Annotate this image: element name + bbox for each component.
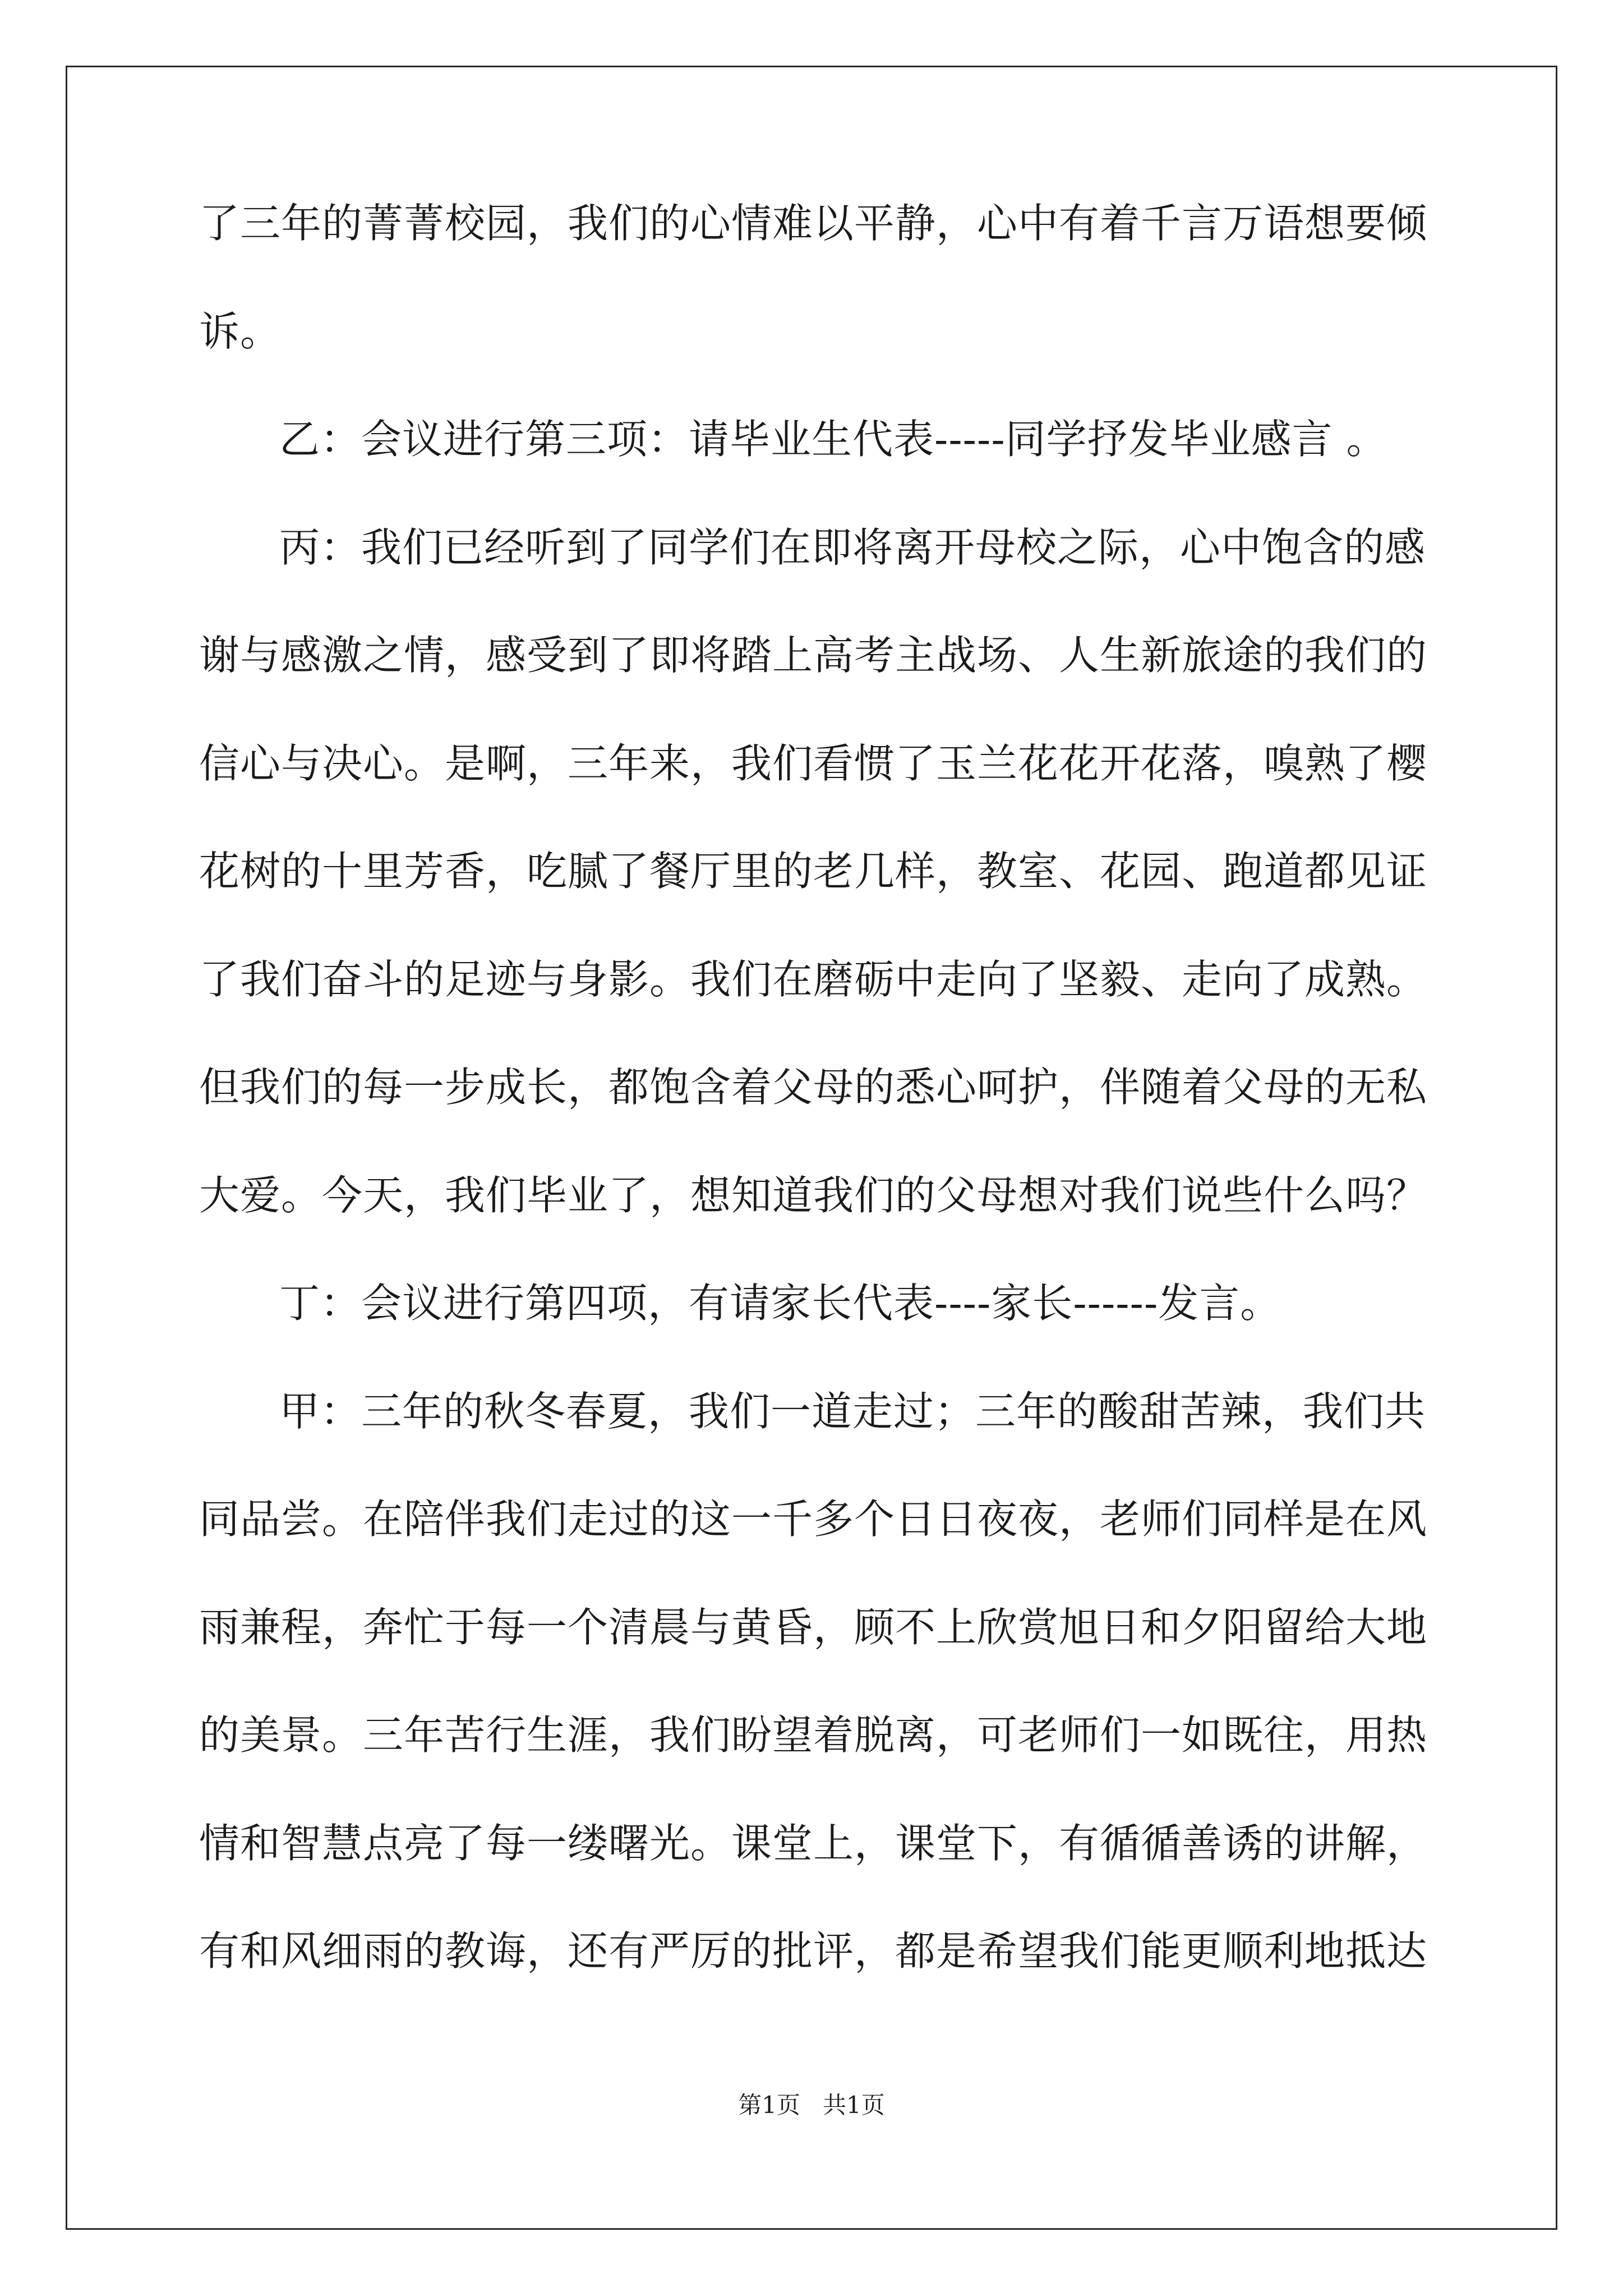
text-line-10: 大爱。今天，我们毕业了，想知道我们的父母想对我们说些什么吗？ (199, 1171, 1428, 1219)
text-line-16: 情和智慧点亮了每一缕曙光。课堂上，课堂下，有循循善诱的讲解， (199, 1819, 1428, 1867)
text-line-7: 花树的十里芳香，吃腻了餐厅里的老几样，教室、花园、跑道都见证 (199, 848, 1428, 895)
text-line-14: 雨兼程，奔忙于每一个清晨与黄昏，顾不上欣赏旭日和夕阳留给大地 (199, 1603, 1428, 1651)
text-line-6: 信心与决心。是啊，三年来，我们看惯了玉兰花花开花落，嗅熟了樱 (199, 739, 1428, 787)
document-body (199, 195, 1433, 2031)
text-line-13: 同品尝。在陪伴我们走过的这一千多个日日夜夜，老师们同样是在风 (199, 1496, 1428, 1543)
text-line-9: 但我们的每一步成长，都饱含着父母的悉心呵护，伴随着父母的无私 (199, 1064, 1428, 1111)
text-line-5: 谢与感激之情，感受到了即将踏上高考主战场、人生新旅途的我们的 (199, 632, 1428, 679)
text-line-1: 了三年的菁菁校园，我们的心情难以平静，心中有着千言万语想要倾 (199, 200, 1428, 247)
text-line-3: 乙：会议进行第三项：请毕业生代表-----同学抒发毕业感言 。 (279, 416, 1387, 463)
text-line-11: 丁：会议进行第四项，有请家长代表----家长------发言。 (279, 1280, 1281, 1327)
text-line-12: 甲：三年的秋冬春夏，我们一道走过；三年的酸甜苦辣，我们共 (279, 1387, 1426, 1435)
text-line-15: 的美景。三年苦行生涯，我们盼望着脱离，可老师们一如既往，用热 (199, 1711, 1428, 1759)
text-line-2: 诉。 (199, 307, 282, 355)
page-number: 第1页 (738, 2091, 800, 2119)
page-total: 共1页 (823, 2091, 885, 2119)
text-line-17: 有和风细雨的教诲，还有严厉的批评，都是希望我们能更顺利地抵达 (199, 1927, 1428, 1975)
text-line-4: 丙：我们已经听到了同学们在即将离开母校之际，心中饱含的感 (279, 523, 1426, 571)
text-line-8: 了我们奋斗的足迹与身影。我们在磨砺中走向了坚毅、走向了成熟。 (199, 955, 1428, 1003)
page-footer (0, 2087, 1623, 2120)
